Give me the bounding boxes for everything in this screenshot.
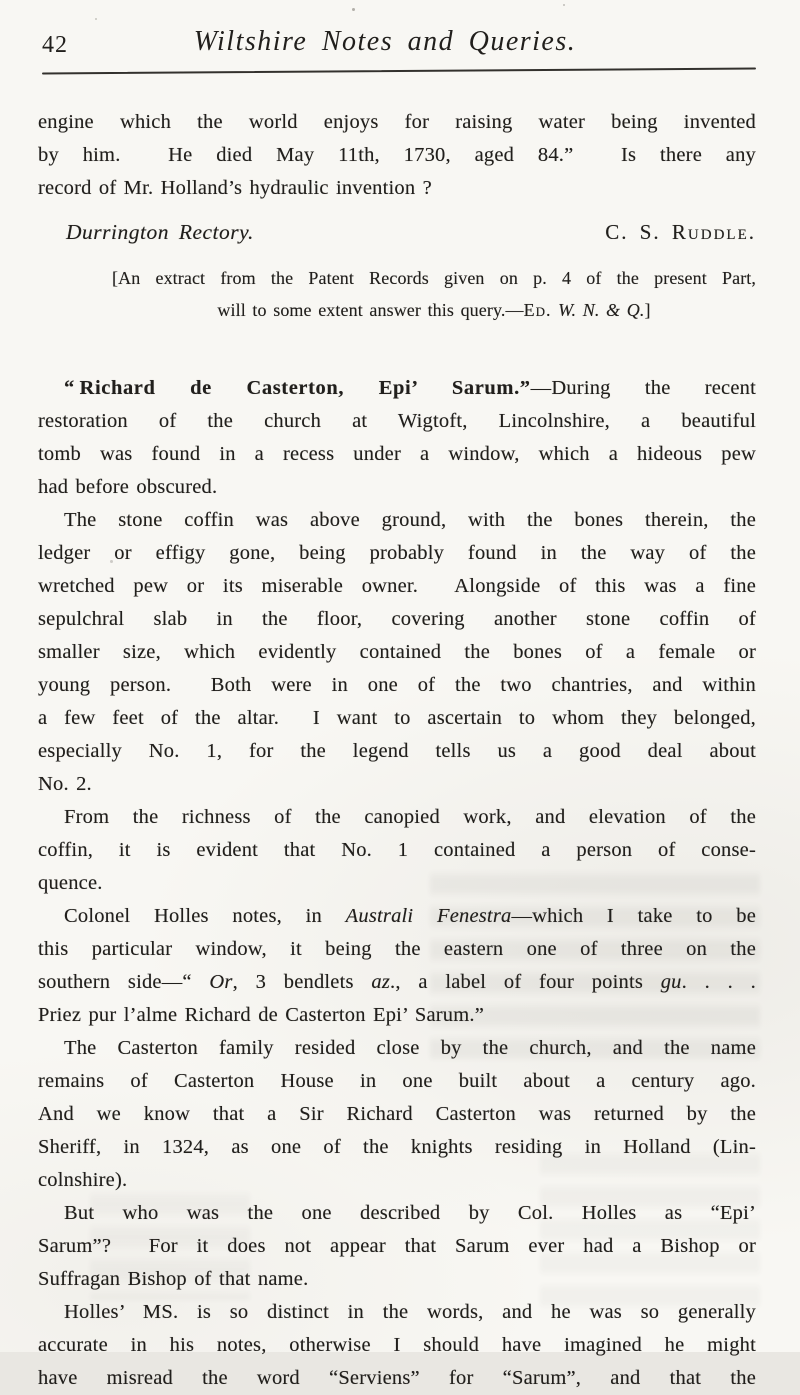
- text-run: tomb was found in a recess under a window, which a hideous pew: [38, 443, 756, 465]
- text-run: Sheriff, in 1324, as one of the knights residing in Holland (Lin-: [38, 1136, 756, 1158]
- text-line: [38, 570, 756, 603]
- text-run: W. N. & Q.: [558, 299, 645, 320]
- text-run: But who was the one described by Col. Holles as “Epi’: [64, 1202, 756, 1224]
- header-rule-divider: [42, 68, 756, 75]
- text-line: [38, 504, 756, 537]
- scan-speck: [563, 4, 565, 6]
- text-run: The stone coffin was above ground, with the bones therein, the: [64, 509, 756, 531]
- text-run: had before obscured.: [38, 476, 218, 498]
- text-run: will to some extent answer this query.—: [217, 299, 524, 320]
- text-line: [38, 372, 756, 405]
- text-run: record of Mr. Holland’s hydraulic invention ?: [38, 177, 432, 199]
- paragraph: [38, 106, 756, 205]
- text-line: [38, 834, 756, 867]
- scan-speck: [110, 560, 113, 563]
- signature-place: Durrington Rectory.: [66, 220, 254, 244]
- text-run: Colonel Holles notes, in: [64, 905, 346, 927]
- text-line: [38, 172, 756, 205]
- signature-row: [38, 217, 756, 247]
- page-number: 42: [42, 32, 68, 58]
- text-line: [38, 1362, 756, 1395]
- text-run: —During the recent: [530, 377, 756, 399]
- text-run: engine which the world enjoys for raising water being invented: [38, 111, 756, 133]
- text-run: gu: [660, 971, 682, 993]
- text-line: [38, 438, 756, 471]
- text-line: [38, 1329, 756, 1362]
- text-run: . . . .: [681, 971, 757, 993]
- text-run: , 3 bendlets: [232, 971, 372, 993]
- paragraph: [38, 372, 756, 504]
- text-run: And we know that a Sir Richard Casterton was returned by the: [38, 1103, 756, 1125]
- text-run: Sarum”? For it does not appear that Sarum ever had a Bishop or: [38, 1235, 756, 1257]
- text-run: colnshire).: [38, 1169, 128, 1191]
- text-run: accurate in his notes, otherwise I should have imagined he might: [38, 1334, 756, 1356]
- text-run: wretched pew or its miserable owner. Alongside of this was a fine: [38, 575, 756, 597]
- text-run: ledger or effigy gone, being probably found in the way of the: [38, 542, 756, 564]
- text-run: “ Richard de Casterton, Epi’ Sarum.”: [64, 377, 531, 399]
- text-run: sepulchral slab in the floor, covering another stone coffin of: [38, 608, 756, 630]
- text-line: [38, 106, 756, 139]
- text-run: smaller size, which evidently contained the bones of a female or: [38, 641, 756, 663]
- editor-note: [112, 263, 756, 326]
- text-run: especially No. 1, for the legend tells us a good deal about: [38, 740, 756, 762]
- bleed-through-artifact: [90, 1190, 250, 1300]
- text-line: [38, 537, 756, 570]
- text-run: by him. He died May 11th, 1730, aged 84.” Is there any: [38, 144, 756, 166]
- text-run: restoration of the church at Wigtoft, Lincolnshire, a beautiful: [38, 410, 756, 432]
- text-line: [38, 669, 756, 702]
- text-line: [38, 603, 756, 636]
- text-run: No. 2.: [38, 773, 92, 795]
- bleed-through-artifact: [430, 870, 760, 1060]
- text-run: a few feet of the altar. I want to ascertain to whom they belonged,: [38, 707, 756, 729]
- text-run: —which I take to be: [511, 905, 757, 927]
- text-run: Priez pur l’alme Richard de Casterton Epi’ Sarum.”: [38, 1004, 485, 1026]
- text-run: southern side—“: [38, 971, 210, 993]
- scan-speck: [352, 8, 355, 11]
- text-line: [112, 295, 756, 327]
- text-line: [38, 1065, 756, 1098]
- text-run: Australi Fenestra: [345, 905, 512, 927]
- paragraph: [38, 504, 756, 801]
- text-run: young person. Both were in one of the two chantries, and within: [38, 674, 756, 696]
- text-run: Suffragan Bishop of that name.: [38, 1268, 309, 1290]
- text-run: The Casterton family resided close by the church, and the name: [64, 1037, 756, 1059]
- bleed-through-artifact: [540, 1150, 760, 1310]
- text-run: ]: [644, 299, 651, 320]
- running-head-title: Wiltshire Notes and Queries.: [193, 26, 577, 57]
- text-run: remains of Casterton House in one built about a century ago.: [38, 1070, 756, 1092]
- scan-speck: [95, 18, 97, 20]
- text-line: [38, 405, 756, 438]
- text-line: [38, 636, 756, 669]
- text-run: az: [371, 971, 391, 993]
- text-run: have misread the word “Serviens” for “Sarum”, and that the: [38, 1367, 756, 1389]
- text-run: Or: [209, 971, 233, 993]
- paragraph: [38, 1296, 756, 1395]
- text-line: [112, 263, 756, 295]
- text-line: [38, 139, 756, 172]
- text-run: Holles’ MS. is so distinct in the words, and he was so generally: [64, 1301, 756, 1323]
- text-run: quence.: [38, 872, 103, 894]
- text-run: From the richness of the canopied work, and elevation of the: [64, 806, 756, 828]
- text-run: Ed.: [523, 299, 552, 320]
- text-line: [38, 735, 756, 768]
- signature-author: C. S. Ruddle.: [605, 220, 756, 244]
- text-line: [38, 702, 756, 735]
- text-run: ., a label of four points: [390, 971, 661, 993]
- text-line: [38, 1098, 756, 1131]
- text-line: [38, 768, 756, 801]
- text-run: [An extract from the Patent Records given on p. 4 of the present Part,: [112, 268, 756, 288]
- text-line: [38, 801, 756, 834]
- text-run: this particular window, it being the eastern one of three on the: [38, 938, 756, 960]
- text-run: coffin, it is evident that No. 1 contained a person of conse-: [38, 839, 756, 861]
- page-header: [0, 0, 800, 74]
- text-line: [38, 471, 756, 504]
